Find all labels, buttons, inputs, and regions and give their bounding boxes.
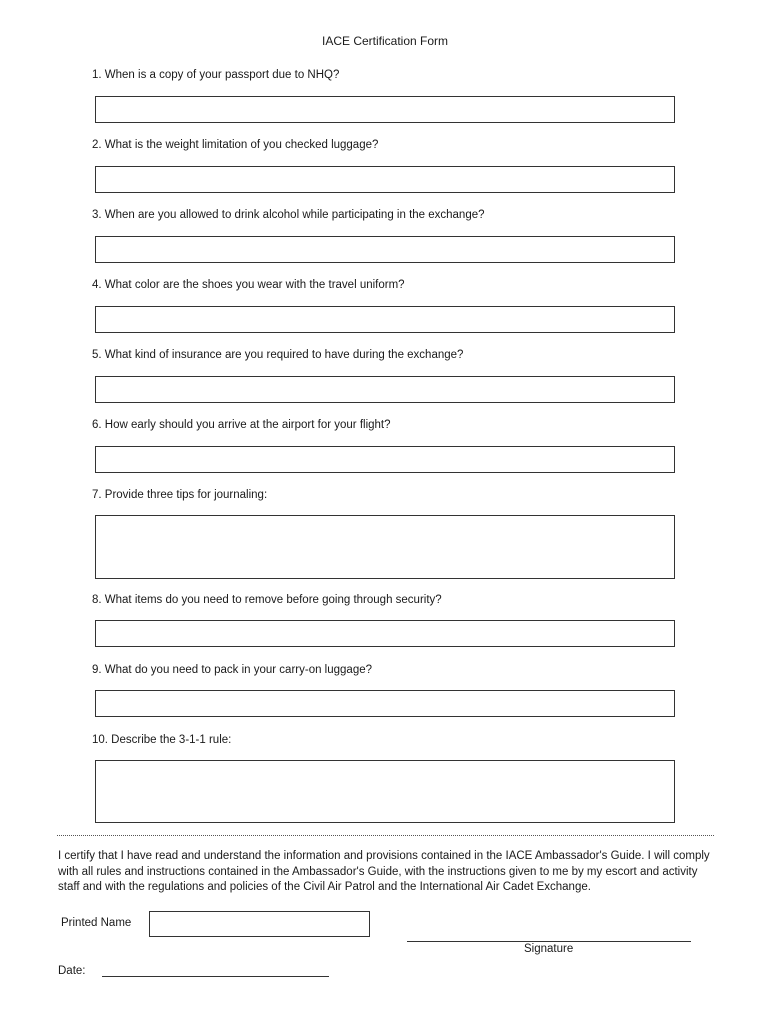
signature-line[interactable] [407,941,691,942]
printed-name-field[interactable] [149,911,370,937]
certification-statement: I certify that I have read and understand the information and provisions contained in the IACE Ambassador's Guide. I will comply with all rules and instructions contained in the Ambassador's Guide, with the instructions given to me by my escort and activity staff and with the regulations and policies of the Civil Air Patrol and the International Air Cadet Exchange. [58,850,710,893]
signature-label: Signature [524,943,574,955]
question-4-label: 4. What color are the shoes you wear with the travel uniform? [92,279,405,291]
answer-5-field[interactable] [95,376,675,403]
answer-7-field[interactable] [95,515,675,579]
question-2-label: 2. What is the weight limitation of you checked luggage? [92,139,379,151]
answer-1-field[interactable] [95,96,675,123]
answer-4-field[interactable] [95,306,675,333]
answer-10-field[interactable] [95,760,675,823]
answer-8-field[interactable] [95,620,675,647]
question-10-label: 10. Describe the 3-1-1 rule: [92,734,232,746]
answer-9-field[interactable] [95,690,675,717]
question-5-label: 5. What kind of insurance are you required to have during the exchange? [92,349,464,361]
question-3-label: 3. When are you allowed to drink alcohol while participating in the exchange? [92,209,485,221]
question-8-label: 8. What items do you need to remove before going through security? [92,594,442,606]
question-6-label: 6. How early should you arrive at the airport for your flight? [92,419,391,431]
answer-3-field[interactable] [95,236,675,263]
question-1-label: 1. When is a copy of your passport due to NHQ? [92,69,340,81]
answer-2-field[interactable] [95,166,675,193]
question-7-label: 7. Provide three tips for journaling: [92,489,268,501]
section-divider [57,835,714,836]
date-line[interactable] [102,976,329,977]
date-label: Date: [58,965,86,977]
question-9-label: 9. What do you need to pack in your carry-on luggage? [92,664,373,676]
form-title: IACE Certification Form [321,34,449,48]
answer-6-field[interactable] [95,446,675,473]
printed-name-label: Printed Name [61,917,132,929]
